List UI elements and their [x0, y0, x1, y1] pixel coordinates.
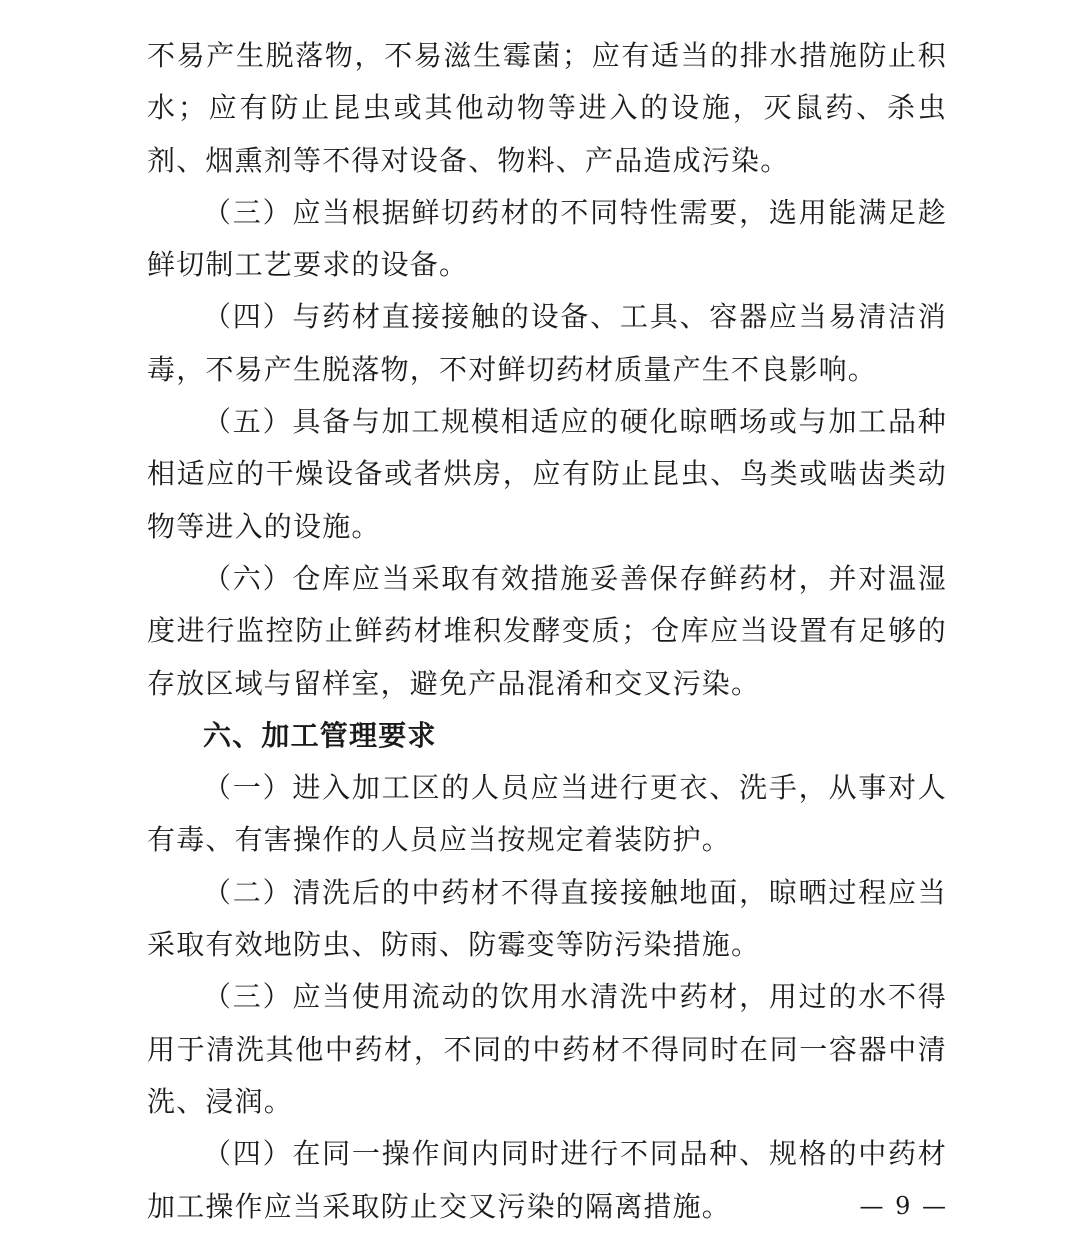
- paragraph-item-3-equipment: （三）应当根据鲜切药材的不同特性需要，选用能满足趁鲜切制工艺要求的设备。: [147, 195, 947, 282]
- paragraph-item-3-washing: （三）应当使用流动的饮用水清洗中药材，用过的水不得用于清洗其他中药材，不同的中药材不得同时在同一容器中清洗、浸润。: [147, 980, 947, 1118]
- paragraph-item-6-warehouse: （六）仓库应当采取有效措施妥善保存鲜药材，并对温湿度进行监控防止鲜药材堆积发酵变质；仓库应当设置有足够的存放区域与留样室，避免产品混淆和交叉污染。: [147, 561, 947, 700]
- paragraph-item-5-drying: （五）具备与加工规模相适应的硬化晾晒场或与加工品种相适应的干燥设备或者烘房，应有防止昆虫、鸟类或啮齿类动物等进入的设施。: [147, 405, 947, 543]
- paragraph-item-4-contact-equipment: （四）与药材直接接触的设备、工具、容器应当易清洁消毒，不易产生脱落物，不对鲜切药材质量产生不良影响。: [147, 300, 947, 386]
- section-heading: 六、加工管理要求: [203, 718, 437, 752]
- document-body: [147, 30, 947, 1233]
- paragraph-continuation: 不易产生脱落物，不易滋生霉菌；应有适当的排水措施防止积水；应有防止昆虫或其他动物等进入的设施，灭鼠药、杀虫剂、烟熏剂等不得对设备、物料、产品造成污染。: [147, 39, 947, 177]
- paragraph-item-1-personnel: （一）进入加工区的人员应当进行更衣、洗手，从事对人有毒、有害操作的人员应当按规定着装防护。: [147, 771, 947, 857]
- page-number: — 9 —: [859, 1192, 948, 1220]
- paragraph-item-4-isolation: （四）在同一操作间内同时进行不同品种、规格的中药材加工操作应当采取防止交叉污染的隔离措施。: [147, 1137, 947, 1223]
- paragraph-item-2-drying-protection: （二）清洗后的中药材不得直接接触地面，晾晒过程应当采取有效地防虫、防雨、防霉变等防污染措施。: [147, 875, 947, 962]
